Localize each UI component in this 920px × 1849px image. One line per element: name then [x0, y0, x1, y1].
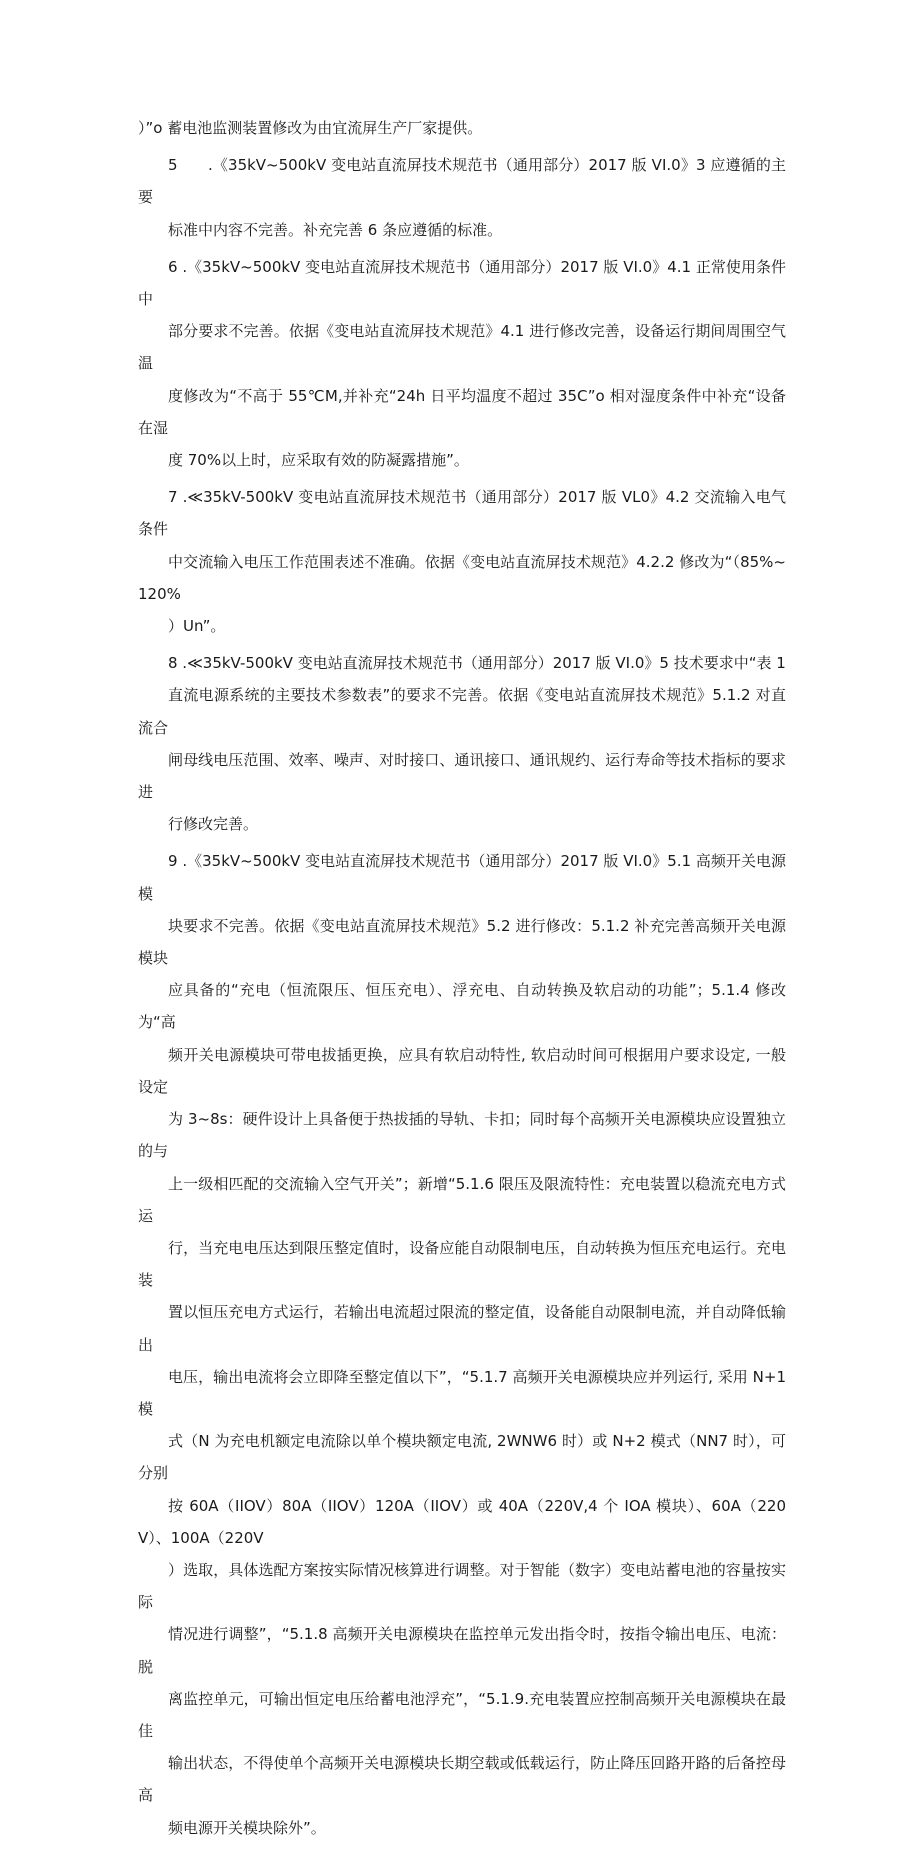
- text-line: 6 .《35kV~500kV 变电站直流屏技术规范书（通用部分）2017 版 VI.0》4.1 正常使用条件中: [138, 257, 786, 309]
- text-line: 部分要求不完善。依据《变电站直流屏技术规范》4.1 进行修改完善，设备运行期间周围空气温: [138, 322, 786, 373]
- text-line: 情况进行调整”，“5.1.8 高频开关电源模块在监控单元发出指令时，按指令输出电压、电流：脱: [138, 1625, 786, 1676]
- text-line: 输出状态，不得使单个高频开关电源模块长期空载或低载运行，防止降压回路开路的后备控母高: [138, 1754, 786, 1805]
- paragraph-continuation: [138, 112, 786, 144]
- paragraph-item-7: [138, 481, 786, 642]
- text-line: 闸母线电压范围、效率、噪声、对时接口、通讯接口、通讯规约、运行寿命等技术指标的要求进: [138, 750, 786, 802]
- text-line: ）”o 蓄电池监测装置修改为由宜流屏生产厂家提供。: [138, 119, 483, 137]
- paragraph-item-6: [138, 251, 786, 476]
- paragraph-item-9: [138, 845, 786, 1843]
- text-line: 上一级相匹配的交流输入空气开关”；新增“5.1.6 限压及限流特性：充电装置以稳流充电方式运: [138, 1174, 786, 1225]
- text-line: 块要求不完善。依据《变电站直流屏技术规范》5.2 进行修改：5.1.2 补充完善高频开关电源模块: [138, 916, 786, 968]
- text-line: 离监控单元，可输出恒定电压给蓄电池浮充”，“5.1.9.充电装置应控制高频开关电源模块在最佳: [138, 1689, 786, 1740]
- text-line: 按 60A（IIOV）80A（IIOV）120A（IIOV）或 40A（220V,4 个 IOA 模块）、60A（220V）、100A（220V: [138, 1496, 786, 1547]
- paragraph-item-5: [138, 149, 786, 246]
- text-line: 频电源开关模块除外”。: [168, 1818, 326, 1837]
- text-line: 8 .≪35kV-500kV 变电站直流屏技术规范书（通用部分）2017 版 VI.0》5 技术要求中“表 1: [168, 654, 786, 673]
- text-line: 置以恒压充电方式运行，若输出电流超过限流的整定值，设备能自动限制电流，并自动降低输出: [138, 1303, 786, 1354]
- text-line: 度修改为“不高于 55℃Ⅿ,并补充“24h 日平均温度不超过 35C”o 相对湿度条件中补充“设备在湿: [138, 386, 786, 437]
- text-line: 频开关电源模块可带电拔插更换，应具有软启动特性, 软启动时间可根据用户要求设定, 一般设定: [138, 1045, 786, 1096]
- text-line: ）选取，具体选配方案按实际情况核算进行调整。对于智能（数字）变电站蓄电池的容量按实际: [138, 1560, 786, 1612]
- document-page: [138, 112, 786, 1849]
- text-line: 中交流输入电压工作范围表述不准确。依据《变电站直流屏技术规范》4.2.2 修改为“（85%~120%: [138, 552, 786, 603]
- text-line: 直流电源系统的主要技术参数表”的要求不完善。依据《变电站直流屏技术规范》5.1.2 对直流合: [138, 686, 786, 737]
- text-line: 标准中内容不完善。补充完善 6 条应遵循的标准。: [168, 220, 503, 239]
- text-line: 应具备的“充电（恒流限压、恒压充电）、浮充电、自动转换及软启动的功能”；5.1.4 修改为“高: [138, 981, 786, 1032]
- text-line: 式（N 为充电机额定电流除以单个模块额定电流, 2WNW6 时）或 N+2 模式（NN7 时），可分别: [138, 1432, 786, 1483]
- text-line: 行修改完善。: [168, 815, 259, 834]
- text-line: ）Un”。: [168, 617, 226, 636]
- text-line: 电压，输出电流将会立即降至整定值以下”，“5.1.7 高频开关电源模块应并列运行, 采用 N+1 模: [138, 1367, 786, 1418]
- paragraph-item-8: [138, 647, 786, 840]
- text-line: 为 3~8s：硬件设计上具备便于热拔插的导轨、卡扣；同时每个高频开关电源模块应设置独立的与: [138, 1110, 786, 1161]
- text-line: 9 .《35kV~500kV 变电站直流屏技术规范书（通用部分）2017 版 VI.0》5.1 高频开关电源模: [138, 852, 786, 903]
- text-line: 度 70%以上时，应采取有效的防凝露措施”。: [168, 451, 469, 470]
- text-line: 5 .《35kV~500kV 变电站直流屏技术规范书（通用部分）2017 版 VI.0》3 应遵循的主要: [138, 156, 786, 207]
- text-line: 7 .≪35kV-500kV 变电站直流屏技术规范书（通用部分）2017 版 VL0》4.2 交流输入电气条件: [138, 488, 786, 539]
- text-line: 行，当充电电压达到限压整定值时，设备应能自动限制电压，自动转换为恒压充电运行。充电装: [138, 1238, 786, 1290]
